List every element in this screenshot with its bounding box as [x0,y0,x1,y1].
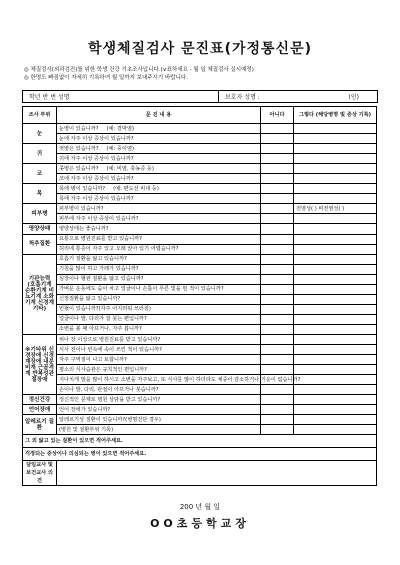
table-row [23,164,377,174]
table-row [23,365,377,375]
no-checkbox-cell[interactable] [261,274,294,284]
yes-detail-cell[interactable] [294,365,377,375]
question-cell [57,425,261,435]
yes-detail-cell[interactable] [294,134,377,144]
question-cell [57,274,261,284]
yes-detail-cell[interactable] [294,144,377,154]
question-cell [57,204,261,214]
question-text: 위나 장 이상으로 병원진료를 받고 있습니까? [59,336,161,343]
yes-detail-cell[interactable] [294,385,377,395]
question-example: (예: 중이염) [106,145,134,152]
instruction-line-2: ◎ 한명도 빠짐없이 자세히 기록하여 월 일까지 보내주시기 바랍니다. [24,75,188,81]
question-cell [57,365,261,375]
yes-detail-cell[interactable] [294,124,377,134]
question-cell [57,304,261,314]
question-cell [57,134,261,144]
question-cell [57,214,261,224]
body-part-label: 피부병 [23,204,57,224]
question-text: 얼굴이나 발, 다리가 잘 붓는 편입니까? [59,316,147,323]
teacher-opinion-label: 담임교사 및 보건교사 의견 [23,461,57,486]
question-text: 피부에 자주 이상 증상이 있습니까? [59,215,139,222]
no-checkbox-cell[interactable] [261,144,294,154]
no-checkbox-cell[interactable] [261,174,294,184]
question-text: 알레르기성 질환이 있습니까?(병명진단 경우) [59,416,161,423]
question-text: 콧병은 있습니까? [59,165,99,172]
question-text: 요통으로 병원진료를 받고 있습니까? [59,236,142,243]
table-row [23,254,377,264]
no-checkbox-cell[interactable] [261,194,294,204]
yes-detail-cell[interactable] [294,324,377,334]
table-row [23,134,377,144]
yes-detail-cell[interactable] [294,334,377,344]
body-part-label: 기관능력 (호흡기계 순환기계 비뇨기계 소화기계 신경계 기타) [23,254,57,334]
question-cell [57,164,261,174]
table-row [23,334,377,344]
yes-detail-cell[interactable]: 전염성( ) 비전염성( ) [294,204,377,214]
yes-detail-cell[interactable] [294,375,377,385]
question-cell [57,234,261,244]
header-yes-detail: 그렇다 (해당병명 및 증상 기록) [294,107,377,124]
no-checkbox-cell[interactable] [261,395,294,405]
yes-detail-cell[interactable] [294,425,377,435]
question-text: (병원 및 질환부위 기록) [59,426,114,433]
table-row [23,214,377,224]
question-text: 눈에 자주 이상 증상이 있습니까? [59,135,134,142]
question-cell [57,375,301,385]
no-checkbox-cell[interactable] [261,324,294,334]
header-part: 조사 부위 [23,107,57,124]
guardian-info [219,92,377,101]
question-text: 심장이나 혈관 질환을 앓고 있습니까? [59,276,144,283]
yes-detail-cell[interactable] [294,254,377,264]
no-checkbox-cell[interactable] [261,264,294,274]
student-info: 학년 반 번 성명 [23,91,219,102]
question-text: 지나치게 말을 많이 하시고 소변을 자주보고, 또 식사를 많이 하더라도 체중이 감소하거나 기운이 없습니까? [59,376,301,383]
question-text: 눈병이 있습니까? [59,125,99,132]
yes-detail-cell[interactable] [294,304,377,314]
table-row [23,345,377,355]
footer-prompt: 그 외 앓고 있는 질환이 있으면 적어주세요. [23,435,377,448]
question-cell [57,355,261,365]
question-text: 기침을 많이 하고 가래가 있습니까? [59,266,139,273]
yes-detail-cell[interactable] [294,244,377,254]
question-cell [57,314,261,324]
no-checkbox-cell[interactable] [261,244,294,254]
question-text: 허리에 통증이 자주 있고 오래 앉아 있기 어렵습니까? [59,246,179,253]
question-example: (예: 비염, 축농증 등) [106,165,154,172]
question-cell [57,395,261,405]
question-text: 영양상태는 좋습니까? [59,225,109,232]
table-row [23,405,377,415]
guardian-label: 보호자 성명 : [225,94,260,101]
body-part-label: 귀 [23,144,57,164]
seal-mark: (인) [348,94,359,101]
table-row [23,425,377,435]
body-part-label: 척추질환 [23,234,57,254]
table-row [23,304,377,314]
yes-detail-cell[interactable] [294,294,377,304]
question-cell [57,224,261,234]
question-cell [57,194,261,204]
question-text: 평소의 식사습관은 규칙적인 편입니까? [59,366,147,373]
question-cell [57,174,261,184]
table-row [23,314,377,324]
student-info-bar [22,90,378,103]
no-checkbox-cell[interactable] [261,224,294,234]
question-text: 코에 자주 이상 증상이 있습니까? [59,175,134,182]
yes-detail-cell[interactable] [294,314,377,324]
instructions [24,66,254,82]
table-row [23,385,377,395]
question-cell [57,184,261,194]
question-cell [57,324,261,334]
no-checkbox-cell[interactable] [261,134,294,144]
question-cell [57,345,261,355]
body-part-label: 영양상태 [23,224,57,234]
question-cell [57,415,261,425]
yes-detail-cell[interactable] [294,194,377,204]
yes-detail-cell[interactable] [294,264,377,274]
table-row [23,174,377,184]
body-part-label: 언어장애 [23,405,57,415]
date-line: 200 년 월 일 [179,503,221,511]
table-row [23,264,377,274]
yes-detail-cell[interactable] [294,184,377,194]
table-row [23,144,377,154]
question-text: 자주 구역질이 나고 토합니까? [59,356,127,363]
question-text: 귓병은 있습니까? [59,145,99,152]
question-text: 목에 병이 있습니까? [59,185,106,192]
table-row [23,284,377,294]
yes-detail-cell[interactable] [294,214,377,224]
yes-detail-cell[interactable] [294,284,377,294]
no-checkbox-cell[interactable] [261,284,294,294]
no-checkbox-cell[interactable] [261,425,294,435]
question-cell [57,294,261,304]
table-row [23,244,377,254]
question-cell [57,385,261,395]
header-no: 아니다 [261,107,294,124]
body-part-label: 정신건강 [23,395,57,405]
yes-detail-cell[interactable] [294,355,377,365]
question-text: 식사 전이나 빈속에 속이 쓰린 적이 있습니까? [59,346,162,353]
question-text: 언어 장애가 있습니까? [59,406,111,413]
no-checkbox-cell[interactable] [261,234,294,244]
table-row [23,184,377,194]
question-cell [57,244,261,254]
table-row [23,154,377,164]
body-part-label: 알레르기 질환 [23,415,57,435]
yes-detail-cell[interactable] [294,415,377,425]
no-checkbox-cell[interactable] [261,154,294,164]
no-checkbox-cell[interactable] [261,124,294,134]
question-text: 귀에 자주 이상 증상이 있습니까? [59,155,134,162]
no-checkbox-cell[interactable] [261,294,294,304]
yes-detail-cell[interactable] [294,164,377,174]
teacher-opinion-field[interactable] [57,461,377,486]
yes-detail-cell[interactable] [294,234,377,244]
table-row [23,234,377,244]
body-part-label: 코 [23,164,57,184]
question-cell [57,144,261,154]
no-checkbox-cell[interactable] [261,164,294,174]
yes-detail-cell[interactable] [294,224,377,234]
no-checkbox-cell[interactable] [261,415,294,425]
body-part-label: 눈 [23,124,57,144]
no-checkbox-cell[interactable] [261,314,294,324]
table-row [23,355,377,365]
no-checkbox-cell[interactable] [261,385,294,395]
footer-row [23,448,377,461]
question-example: (예: 편도선 비대 등) [113,185,159,192]
no-checkbox-cell[interactable] [261,204,294,214]
question-cell [57,284,261,294]
footer-row [23,461,377,486]
table-header-row [23,107,377,124]
no-checkbox-cell[interactable] [261,184,294,194]
no-checkbox-cell[interactable] [261,214,294,224]
yes-detail-cell[interactable] [294,274,377,284]
table-row [23,204,377,214]
page-title: 학생체질검사 문진표(가정통신문) [87,41,312,57]
table-row [23,194,377,204]
question-cell [57,334,261,344]
question-text: 피부병이 있습니까? [59,205,104,212]
table-row [23,274,377,284]
question-example: (예: 결막염) [106,125,134,132]
footer-prompt: 걱정되는 증상이나 의심되는 병이 있으면 적어주세요. [23,448,377,461]
question-text: 목에 자주 이상 증상이 있습니까? [59,195,134,202]
yes-detail-cell[interactable] [294,395,377,405]
instruction-line-1: ◎ 체질검사(외과검진)를 위한 학생 건강 기초조사입니다.(∨표하세요 - 월 일 체질검사 실시예정) [24,67,254,73]
body-part-label: ※기타위 신경장애 신경계장애 내분비계 근골격계 반복성관절장애 [23,334,57,394]
table-row [23,415,377,425]
no-checkbox-cell[interactable] [261,304,294,314]
header-question: 문 진 내 용 [57,107,261,124]
question-text: 가벼운 운동에도 숨이 차고 얼굴이나 손톱이 푸른 빛을 띈 적이 있습니까? [59,286,224,293]
no-checkbox-cell[interactable] [261,334,294,344]
question-cell [57,405,261,415]
question-cell [57,254,261,264]
yes-detail-cell[interactable] [294,174,377,184]
no-checkbox-cell[interactable] [261,355,294,365]
yes-detail-cell[interactable] [294,154,377,164]
question-text: 빈혈이 있습니까?(자주 어지러워 쓰러짐) [59,306,151,313]
yes-detail-cell[interactable] [294,345,377,355]
question-text: 소변을 볼 때 아프거나, 자주 봅니까? [59,326,142,333]
table-row [23,324,377,334]
footer-row [23,435,377,448]
question-cell [57,154,261,164]
table-row [23,395,377,405]
table-row [23,375,377,385]
body-part-label: 목 [23,184,57,204]
table-row [23,124,377,134]
no-checkbox-cell[interactable] [261,405,294,415]
question-text: 정신적인 문제로 병원 상담을 받고 있습니까? [59,396,161,403]
no-checkbox-cell[interactable] [261,254,294,264]
question-cell [57,124,261,134]
school-principal: OO초등학교장 [150,517,250,530]
question-text: 손이나 발, 다리, 관절이 아프거나 붓습니까? [59,386,159,393]
question-cell [57,264,261,274]
yes-detail-cell[interactable] [294,405,377,415]
table-row [23,294,377,304]
no-checkbox-cell[interactable] [261,365,294,375]
question-text: 호흡기 질환을 앓고 있습니까? [59,256,127,263]
questionnaire-table [22,106,377,486]
no-checkbox-cell[interactable] [261,345,294,355]
question-text: 신장질환을 앓고 있습니까? [59,296,121,303]
table-row [23,224,377,234]
